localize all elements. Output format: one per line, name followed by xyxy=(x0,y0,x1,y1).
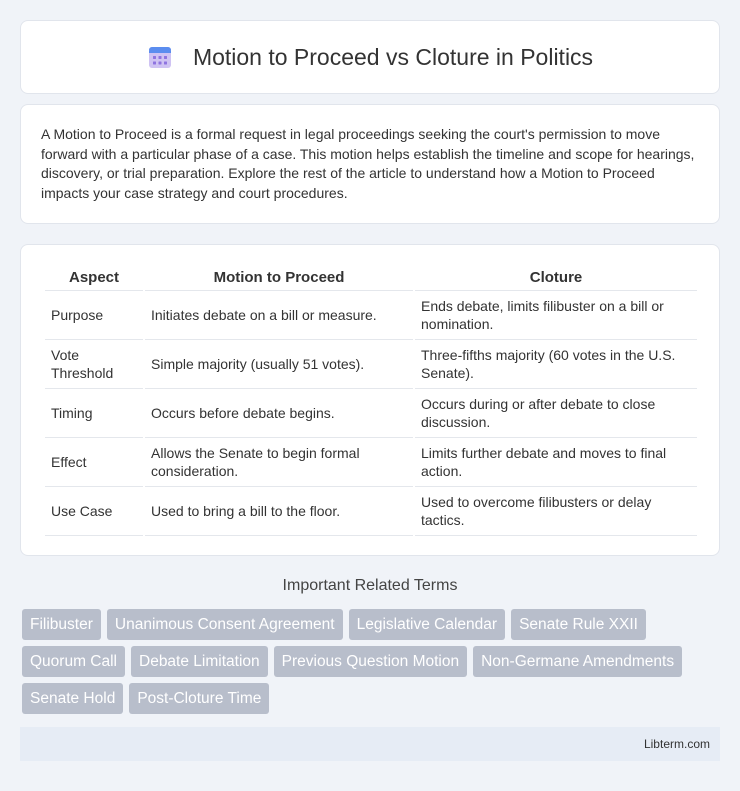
table-row xyxy=(45,438,697,487)
tag-post-cloture-time[interactable]: Post-Cloture Time xyxy=(129,683,269,714)
page-title: Motion to Proceed vs Cloture in Politics xyxy=(192,43,594,70)
motion-to-proceed-cell: Allows the Senate to begin formal consideration. xyxy=(145,438,413,487)
tag-quorum-call[interactable]: Quorum Call xyxy=(22,646,125,677)
cloture-cell: Ends debate, limits filibuster on a bill or nomination. xyxy=(415,291,697,340)
comparison-table xyxy=(43,265,699,536)
intro-text: A Motion to Proceed is a formal request in legal proceedings seeking the court's permission to move forward with a particular phase of a case. This motion helps establish the timeline and scope for hearings, discovery, or trial preparation. Explore the rest of the article to understand how a Motion to Proceed impacts your case strategy and court procedures. xyxy=(41,126,695,201)
cloture-cell: Occurs during or after debate to close discussion. xyxy=(415,389,697,438)
tag-non-germane-amendments[interactable]: Non-Germane Amendments xyxy=(473,646,682,677)
tag-senate-hold[interactable]: Senate Hold xyxy=(22,683,123,714)
tag-previous-question-motion[interactable]: Previous Question Motion xyxy=(274,646,467,677)
aspect-cell: Vote Threshold xyxy=(45,340,143,389)
aspect-cell: Use Case xyxy=(45,487,143,536)
column-header-aspect: Aspect xyxy=(45,265,143,291)
tag-filibuster[interactable]: Filibuster xyxy=(22,609,101,640)
motion-to-proceed-cell: Initiates debate on a bill or measure. xyxy=(145,291,413,340)
motion-to-proceed-cell: Used to bring a bill to the floor. xyxy=(145,487,413,536)
motion-to-proceed-cell: Occurs before debate begins. xyxy=(145,389,413,438)
motion-to-proceed-cell: Simple majority (usually 51 votes). xyxy=(145,340,413,389)
header-card xyxy=(20,20,720,94)
footer-site-link[interactable]: Libterm.com xyxy=(643,737,710,751)
table-row xyxy=(45,340,697,389)
related-terms-list xyxy=(22,609,722,720)
comparison-card xyxy=(20,244,720,556)
tag-legislative-calendar[interactable]: Legislative Calendar xyxy=(349,609,505,640)
calendar-icon xyxy=(147,44,173,70)
tag-senate-rule-xxii[interactable]: Senate Rule XXII xyxy=(511,609,646,640)
table-row xyxy=(45,389,697,438)
table-row xyxy=(45,487,697,536)
aspect-cell: Purpose xyxy=(45,291,143,340)
tag-unanimous-consent-agreement[interactable]: Unanimous Consent Agreement xyxy=(107,609,343,640)
tag-debate-limitation[interactable]: Debate Limitation xyxy=(131,646,268,677)
intro-card xyxy=(20,104,720,224)
column-header-cloture: Cloture xyxy=(415,265,697,291)
cloture-cell: Three-fifths majority (60 votes in the U.S. Senate). xyxy=(415,340,697,389)
aspect-cell: Effect xyxy=(45,438,143,487)
table-header-row xyxy=(45,265,697,291)
table-row xyxy=(45,291,697,340)
related-terms-title: Important Related Terms xyxy=(282,577,458,594)
cloture-cell: Limits further debate and moves to final action. xyxy=(415,438,697,487)
cloture-cell: Used to overcome filibusters or delay tactics. xyxy=(415,487,697,536)
footer xyxy=(20,727,720,761)
aspect-cell: Timing xyxy=(45,389,143,438)
column-header-motion-to-proceed: Motion to Proceed xyxy=(145,265,413,291)
